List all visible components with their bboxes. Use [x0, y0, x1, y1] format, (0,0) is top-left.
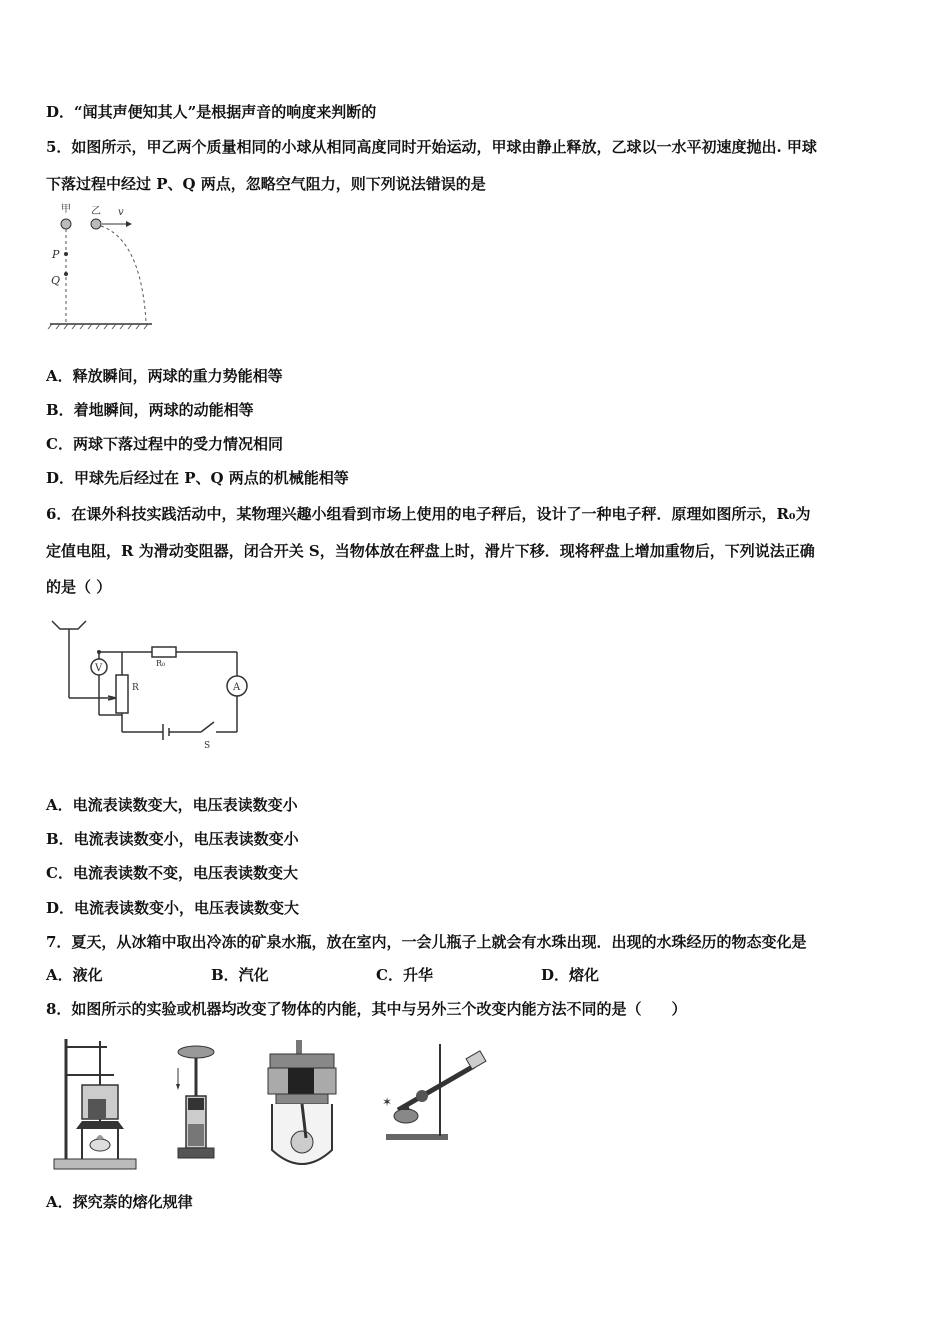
ammeter-label: A [233, 682, 241, 693]
point-q [64, 272, 68, 276]
yi-label: 乙 [91, 206, 101, 217]
q7-stem: 7．夏天，从冰箱中取出冷冻的矿泉水瓶，放在室内，一会儿瓶子上就会有水珠出现．出现的水珠经历的物态变化是 [46, 933, 807, 951]
r-label: R [132, 683, 139, 693]
q6-option-c: C．电流表读数不变，电压表读数变大 [46, 864, 298, 882]
switch-label: S [204, 741, 211, 751]
q8-figure-fire-piston [168, 1040, 228, 1170]
q5-figure [46, 200, 166, 330]
q6-stem-line2: 定值电阻，R 为滑动变阻器，闭合开关 S，当物体放在秤盘上时，滑片下移．现将秤盘上增加重物后，下列说法正确 [46, 542, 815, 560]
ball-jia [61, 219, 71, 229]
q5-option-d: D．甲球先后经过在 P、Q 两点的机械能相等 [46, 469, 349, 487]
q4-option-d: D．“闻其声便知其人”是根据声音的响度来判断的 [46, 103, 377, 121]
p-label: P [52, 248, 60, 261]
q5-stem-line2: 下落过程中经过 P、Q 两点，忽略空气阻力，则下列说法错误的是 [46, 175, 486, 193]
q6-option-b: B．电流表读数变小，电压表读数变小 [46, 830, 299, 848]
voltmeter-label: V [95, 663, 103, 674]
q5-option-a: A．释放瞬间，两球的重力势能相等 [46, 367, 283, 385]
q6-circuit-figure [46, 615, 256, 755]
q8-option-a: A．探究萘的熔化规律 [46, 1193, 193, 1211]
q8-figure-naphthalene-melting [52, 1035, 142, 1175]
q8-stem: 8．如图所示的实验或机器均改变了物体的内能，其中与另外三个改变内能方法不同的是（ ） [46, 1000, 687, 1018]
q6-option-a: A．电流表读数变大，电压表读数变小 [46, 796, 298, 814]
q-label: Q [51, 274, 61, 287]
q7-option-d: D．熔化 [541, 966, 600, 984]
q7-option-b: B．汽化 [211, 966, 269, 984]
q7-option-a: A．液化 [46, 966, 103, 984]
q5-option-b: B．着地瞬间，两球的动能相等 [46, 401, 254, 419]
svg-text:✶: ✶ [382, 1095, 393, 1109]
q6-stem-line1: 6．在课外科技实践活动中，某物理兴趣小组看到市场上使用的电子秤后，设计了一种电子秤．原理如图所示，R₀为 [46, 505, 811, 523]
q5-option-c: C．两球下落过程中的受力情况相同 [46, 435, 283, 453]
ball-yi [91, 219, 101, 229]
point-p [64, 252, 68, 256]
r0-label: R₀ [156, 659, 166, 668]
q6-option-d: D．电流表读数变小，电压表读数变大 [46, 899, 300, 917]
q8-figure-engine [262, 1038, 342, 1172]
jia-label: 甲 [61, 204, 71, 215]
q5-stem-line1: 5．如图所示，甲乙两个质量相同的小球从相同高度同时开始运动，甲球由静止释放，乙球以一水平初速度抛出. 甲球 [46, 138, 817, 156]
v-label: v [118, 207, 124, 218]
q7-option-c: C．升华 [376, 966, 433, 984]
q8-figure-heating-tube [378, 1040, 488, 1150]
q6-stem-line3: 的是（ ） [46, 578, 112, 596]
